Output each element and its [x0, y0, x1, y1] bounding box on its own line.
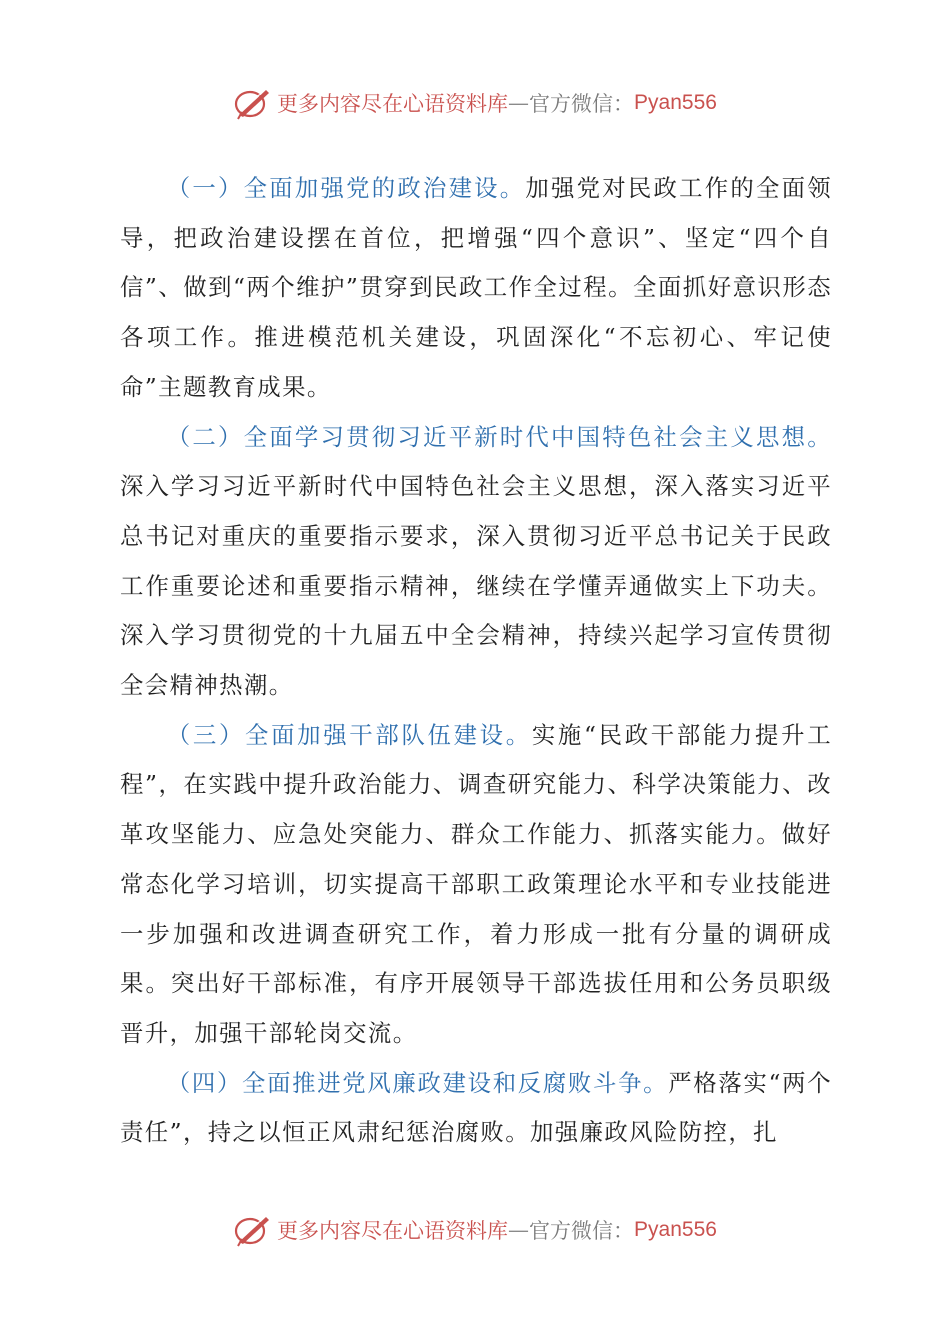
paragraph-1 — [120, 164, 832, 413]
banner-wechat-id: Pyan556 — [634, 1218, 717, 1241]
paragraph-4 — [120, 1059, 832, 1158]
section-heading-1: （一）全面加强党的政治建设。 — [166, 174, 526, 202]
paragraph-text-2: 深入学习习近平新时代中国特色社会主义思想，深入落实习近平总书记对重庆的重要指示要求，深入贯彻习近平总书记关于民政工作重要论述和重要指示精神，继续在学懂弄通做实上下功夫。深入学习贯彻党的十九届五中全会精神，持续兴起学习宣传贯彻全会精神热潮。 — [120, 472, 832, 700]
banner-dash: — — [508, 91, 530, 115]
paragraph-text-4: 严格落实“两个责任”，持之以恒正风肃纪惩治腐败。加强廉政风险防控，扎 — [120, 1068, 833, 1147]
paragraph-text-3: 实施“民政干部能力提升工程”，在实践中提升政治能力、调查研究能力、科学决策能力、改革攻坚能力、应急处突能力、群众工作能力、抓落实能力。做好常态化学习培训，切实提高干部职工政策理论水平和专业技能进一步加强和改进调查研究工作，着力形成一批有分量的调研成果。突出好干部标准，有序开展领导干部选拔任用和公务员职级晋升，加强干部轮岗交流。 — [120, 720, 832, 1047]
section-heading-4: （四）全面推进党风廉政建设和反腐败斗争。 — [166, 1068, 669, 1097]
section-heading-2: （二）全面学习贯彻习近平新时代中国特色社会主义思想。 — [166, 422, 832, 451]
banner-text: 更多内容尽在心语资料库 — [277, 92, 509, 116]
quill-logo-icon — [233, 85, 273, 121]
paragraph-text-1: 加强党对民政工作的全面领导，把政治建设摆在首位，把增强“四个意识”、坚定“四个自信”、做到“两个维护”贯穿到民政工作全过程。全面抓好意识形态各项工作。推进模范机关建设，巩固深化“不忘初心、牢记使命”主题教育成果。 — [120, 174, 832, 401]
paragraph-2 — [120, 413, 832, 711]
section-heading-3: （三）全面加强干部队伍建设。 — [166, 720, 532, 749]
footer-banner — [0, 1210, 950, 1250]
banner-wechat-label: 官方微信： — [529, 1219, 635, 1243]
paragraph-3 — [120, 711, 832, 1059]
header-banner — [0, 83, 950, 123]
document-body — [120, 164, 832, 1158]
banner-wechat-label: 官方微信： — [529, 92, 635, 116]
banner-wechat-id: Pyan556 — [634, 91, 717, 114]
banner-text: 更多内容尽在心语资料库 — [277, 1219, 509, 1243]
banner-dash: — — [508, 1218, 530, 1242]
quill-logo-icon — [233, 1212, 273, 1248]
